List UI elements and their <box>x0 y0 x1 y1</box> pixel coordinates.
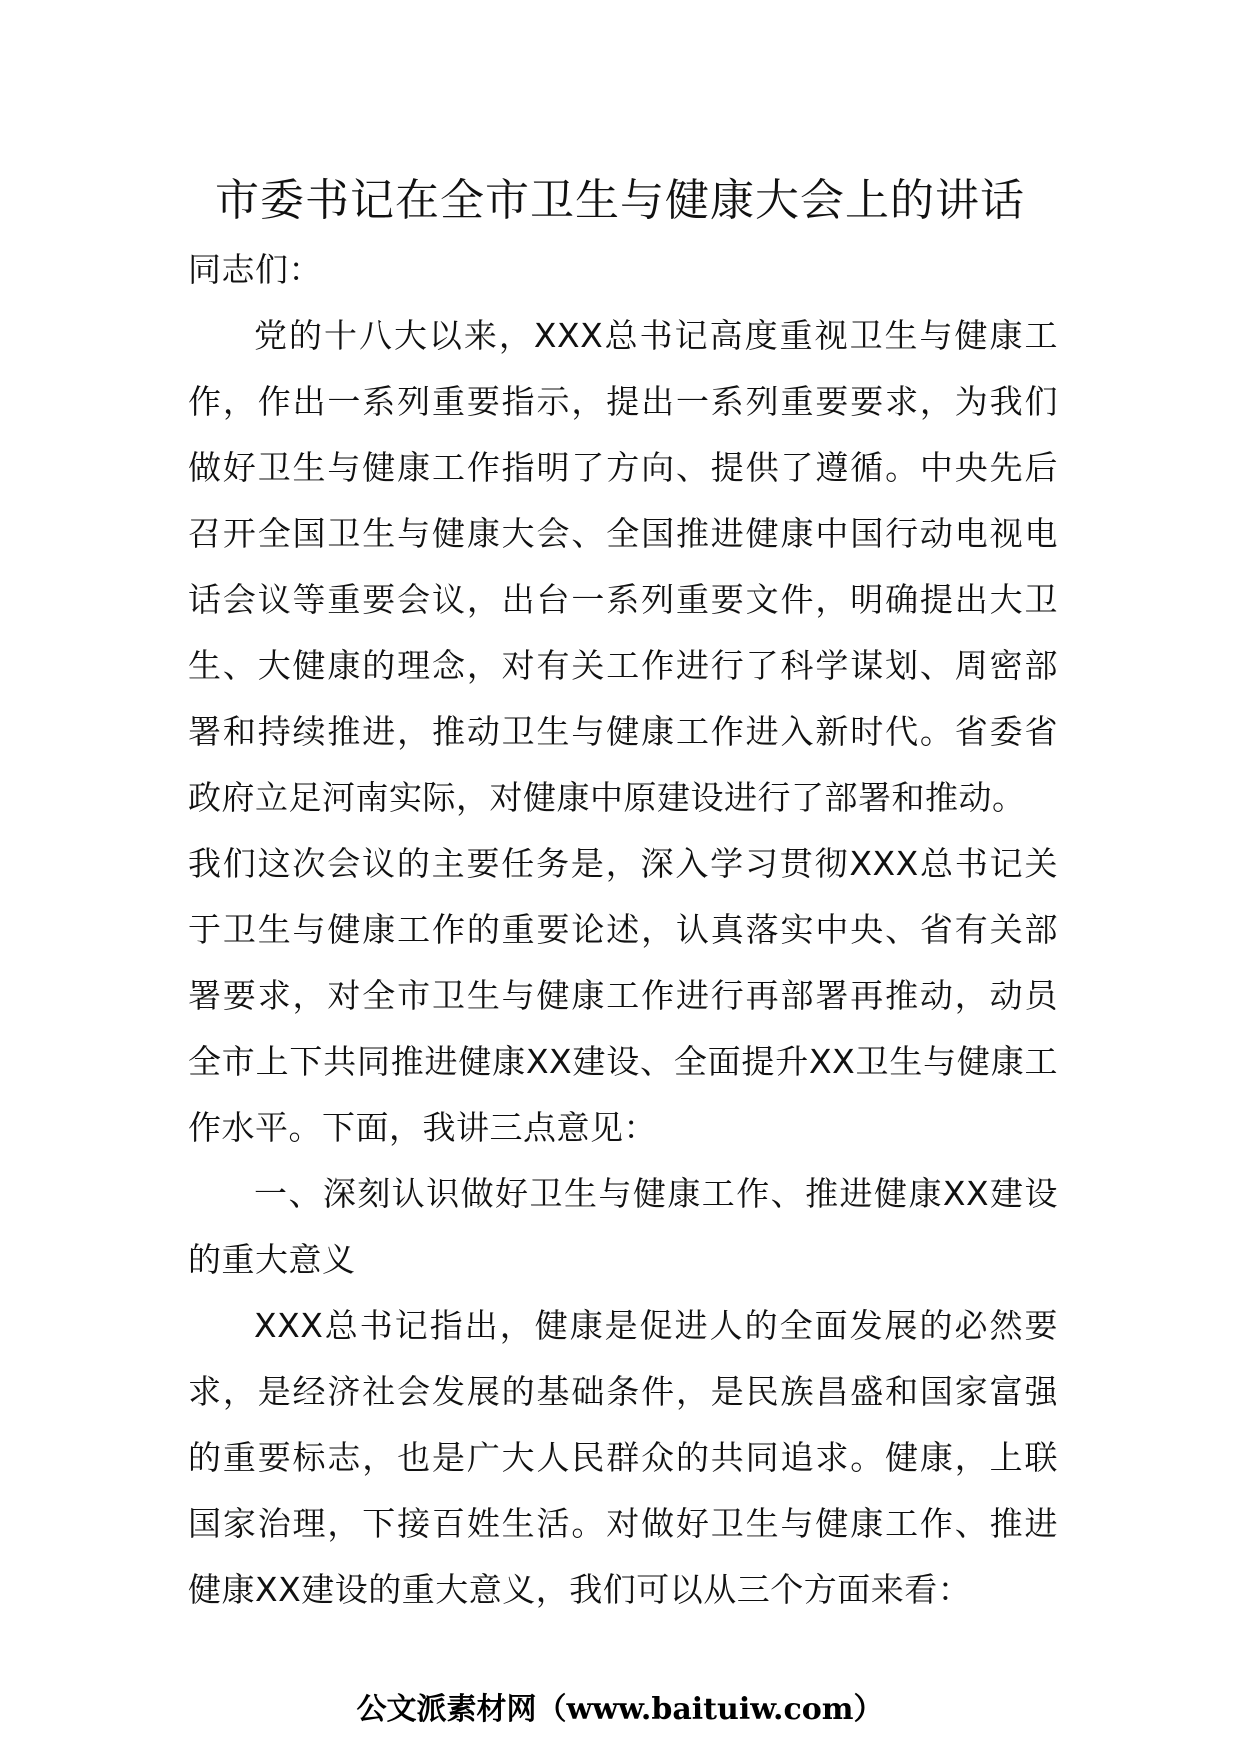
document-title: 市委书记在全市卫生与健康大会上的讲话 <box>215 175 1025 226</box>
paragraph-task: 我们这次会议的主要任务是，深入学习贯彻XXX总书记关于卫生与健康工作的重要论述，认真落实中央、省有关部署要求，对全市卫生与健康工作进行再部署再推动，动员全市上下共同推进健康XX建设、全面提升XX卫生与健康工作水平。下面，我讲三点意见： <box>188 844 1058 1147</box>
section-heading: 一、深刻认识做好卫生与健康工作、推进健康XX建设的重大意义 <box>188 1174 1058 1279</box>
section-paragraph: XXX总书记指出，健康是促进人的全面发展的必然要求，是经济社会发展的基础条件，是民族昌盛和国家富强的重要标志，也是广大人民群众的共同追求。健康，上联国家治理，下接百姓生活。对做好卫生与健康工作、推进健康XX建设的重大意义，我们可以从三个方面来看： <box>188 1306 1058 1609</box>
footer-watermark: 公文派素材网（www.baituiw.com） <box>356 1692 884 1727</box>
paragraph-intro: 党的十八大以来，XXX总书记高度重视卫生与健康工作，作出一系列重要指示，提出一系列重要要求，为我们做好卫生与健康工作指明了方向、提供了遵循。中央先后召开全国卫生与健康大会、全国推进健康中国行动电视电话会议等重要会议，出台一系列重要文件，明确提出大卫生、大健康的理念，对有关工作进行了科学谋划、周密部署和持续推进，推动卫生与健康工作进入新时代。省委省政府立足河南实际，对健康中原建设进行了部署和推动。 <box>188 316 1058 817</box>
document-body <box>188 237 1058 1623</box>
greeting: 同志们： <box>188 250 322 289</box>
